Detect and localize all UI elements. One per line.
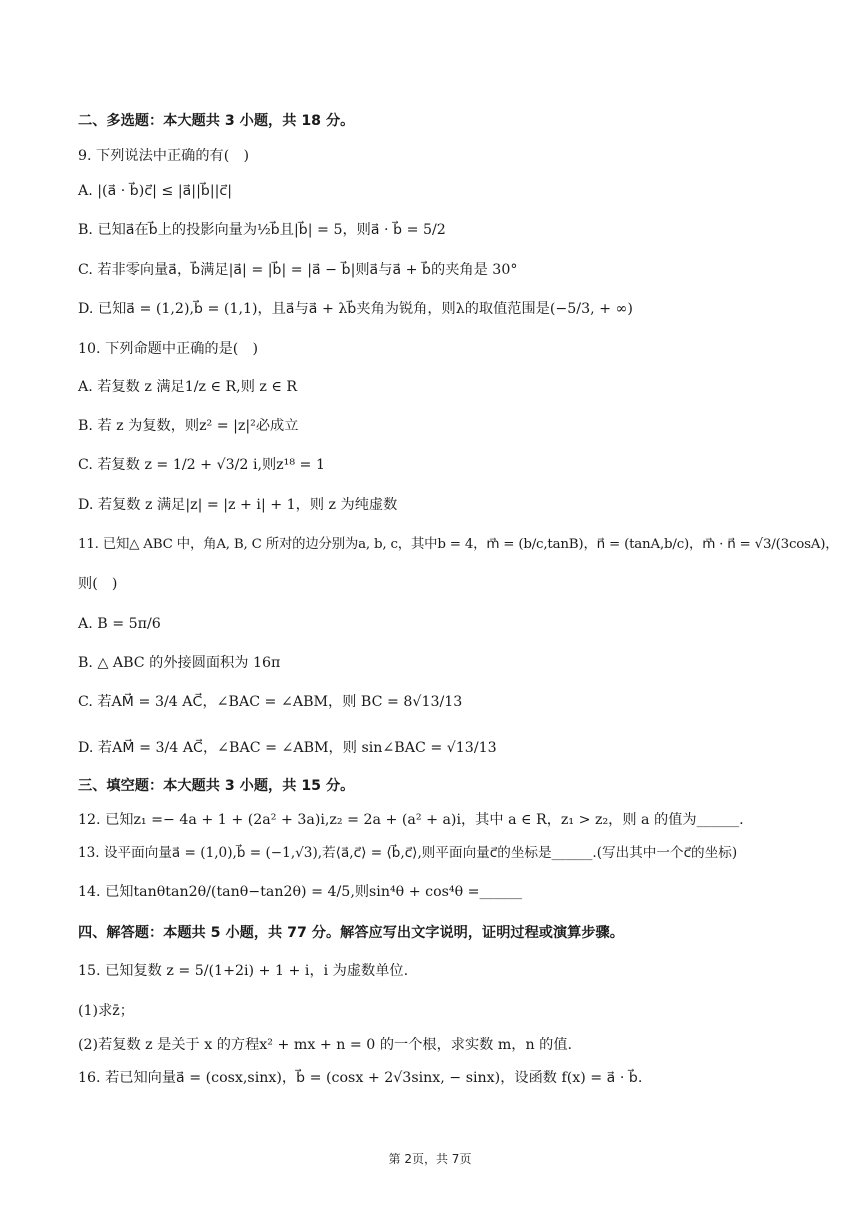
section-3-header: 三、填空题：本大题共 3 小题，共 15 分。 xyxy=(78,778,355,794)
q10-option-d: D. 若复数 z 满足|z| = |z + i| + 1，则 z 为纯虚数 xyxy=(78,497,398,513)
q9-option-b: B. 已知a⃗在b⃗上的投影向量为½b⃗且|b⃗| = 5，则a⃗ · b⃗ = 5/2 xyxy=(78,222,446,238)
q9-stem: 9. 下列说法中正确的有( ) xyxy=(78,148,249,164)
q11-option-d: D. 若AM⃗ = 3/4 AC⃗，∠BAC = ∠ABM，则 sin∠BAC = √13/13 xyxy=(78,740,497,756)
page-footer: 第 2页，共 7页 xyxy=(388,1152,472,1166)
q16-stem: 16. 若已知向量a⃗ = (cosx,sinx)，b⃗ = (cosx + 2√3sinx, − sinx)，设函数 f(x) = a⃗ · b⃗. xyxy=(78,1070,643,1086)
section-2-header: 二、多选题：本大题共 3 小题，共 18 分。 xyxy=(78,113,355,129)
q11-option-c: C. 若AM⃗ = 3/4 AC⃗，∠BAC = ∠ABM，则 BC = 8√13/13 xyxy=(78,694,463,710)
q9-option-c: C. 若非零向量a⃗，b⃗满足|a⃗| = |b⃗| = |a⃗ − b⃗|则a⃗与a⃗ + b⃗的夹角是 30° xyxy=(78,262,518,278)
q14-text: 14. 已知tanθtan2θ/(tanθ−tan2θ) = 4/5,则sin⁴θ + cos⁴θ =______ xyxy=(78,884,523,900)
q10-option-a: A. 若复数 z 满足1/z ∈ R,则 z ∈ R xyxy=(78,379,298,395)
q10-option-c: C. 若复数 z = 1/2 + √3/2 i,则z¹⁸ = 1 xyxy=(78,457,325,473)
q9-option-d: D. 已知a⃗ = (1,2),b⃗ = (1,1)，且a⃗与a⃗ + λb⃗夹角为锐角，则λ的取值范围是(−5/3, + ∞) xyxy=(78,301,633,317)
q10-option-b: B. 若 z 为复数，则z² = |z|²必成立 xyxy=(78,418,299,434)
q15-part-1: (1)求z̄； xyxy=(78,1003,134,1019)
q9-option-a: A. |(a⃗ · b⃗)c⃗| ≤ |a⃗||b⃗||c⃗| xyxy=(78,183,233,199)
q11-option-b: B. △ ABC 的外接圆面积为 16π xyxy=(78,655,281,671)
q12-text: 12. 已知z₁ =− 4a + 1 + (2a² + 3a)i,z₂ = 2a + (a² + a)i，其中 a ∈ R，z₁ > z₂，则 a 的值为______. xyxy=(78,812,744,828)
q15-stem: 15. 已知复数 z = 5/(1+2i) + 1 + i，i 为虚数单位. xyxy=(78,963,409,979)
q11-option-a: A. B = 5π/6 xyxy=(78,616,161,632)
q11-stem: 11. 已知△ ABC 中，角A, B, C 所对的边分别为a, b, c，其中b = 4，m⃗ = (b/c,tanB)，n⃗ = (tanA,b/c)，m⃗ · n⃗ = √3/(3cosA)， xyxy=(78,537,839,552)
q10-stem: 10. 下列命题中正确的是( ) xyxy=(78,341,259,357)
q15-part-2: (2)若复数 z 是关于 x 的方程x² + mx + n = 0 的一个根，求实数 m，n 的值. xyxy=(78,1037,573,1053)
section-4-header: 四、解答题：本题共 5 小题，共 77 分。解答应写出文字说明，证明过程或演算步骤。 xyxy=(78,925,624,941)
q13-text: 13. 设平面向量a⃗ = (1,0),b⃗ = (−1,√3),若⟨a⃗,c⃗⟩ = ⟨b⃗,c⃗⟩,则平面向量c⃗的坐标是______.(写出其中一个c⃗的坐标) xyxy=(78,845,738,861)
q11-stem-cont: 则( ) xyxy=(78,576,118,592)
